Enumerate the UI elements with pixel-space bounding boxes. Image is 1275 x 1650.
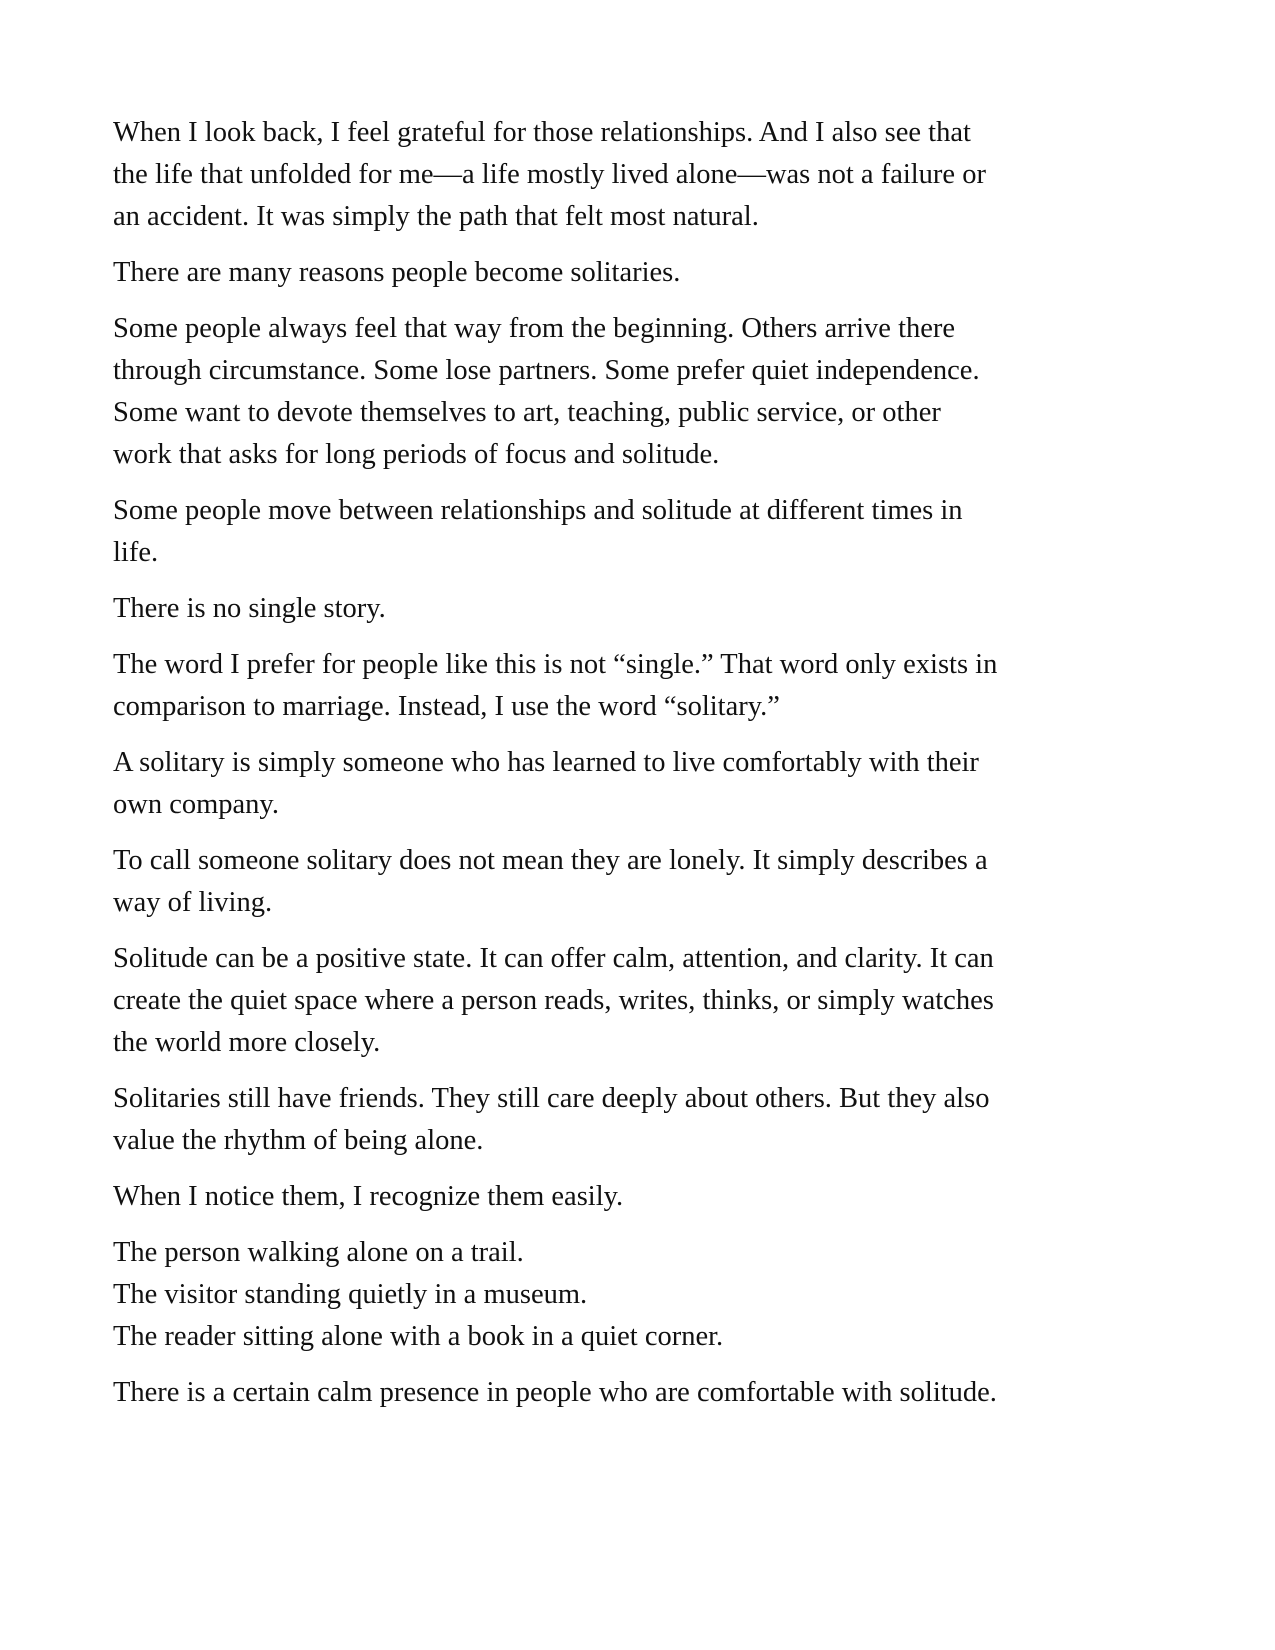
paragraph-still-have-friends bbox=[113, 1078, 1123, 1162]
text-line: There is no single story. bbox=[113, 593, 386, 624]
paragraph-solitary-definition bbox=[113, 742, 1123, 826]
text-line: The visitor standing quietly in a museum. bbox=[113, 1279, 588, 1310]
text-line: the world more closely. bbox=[113, 1027, 381, 1058]
paragraph-not-lonely bbox=[113, 840, 1123, 924]
text-line: value the rhythm of being alone. bbox=[113, 1125, 484, 1156]
text-line: way of living. bbox=[113, 887, 273, 918]
text-line: There are many reasons people become solitaries. bbox=[113, 257, 681, 288]
text-line: A solitary is simply someone who has learned to live comfortably with their bbox=[113, 747, 979, 778]
paragraph-positive-state bbox=[113, 938, 1123, 1064]
paragraph-examples bbox=[113, 1232, 1123, 1358]
text-line: To call someone solitary does not mean they are lonely. It simply describes a bbox=[113, 845, 988, 876]
text-line: Solitude can be a positive state. It can offer calm, attention, and clarity. It can bbox=[113, 943, 994, 974]
text-line: There is a certain calm presence in people who are comfortable with solitude. bbox=[113, 1377, 997, 1408]
paragraph-reasons bbox=[113, 252, 1123, 294]
paragraph-no-single-story bbox=[113, 588, 1123, 630]
text-line: through circumstance. Some lose partners. Some prefer quiet independence. bbox=[113, 355, 980, 386]
document-page bbox=[113, 112, 1123, 1428]
text-line: Some want to devote themselves to art, teaching, public service, or other bbox=[113, 397, 941, 428]
paragraph-gratitude bbox=[113, 112, 1123, 238]
text-line: own company. bbox=[113, 789, 279, 820]
text-line: create the quiet space where a person reads, writes, thinks, or simply watches bbox=[113, 985, 994, 1016]
text-line: the life that unfolded for me—a life mostly lived alone—was not a failure or bbox=[113, 159, 986, 190]
text-line: Solitaries still have friends. They still care deeply about others. But they also bbox=[113, 1083, 990, 1114]
paragraph-calm-presence bbox=[113, 1372, 1123, 1414]
text-line: The word I prefer for people like this is not “single.” That word only exists in bbox=[113, 649, 998, 680]
paragraph-recognize bbox=[113, 1176, 1123, 1218]
text-line: comparison to marriage. Instead, I use the word “solitary.” bbox=[113, 691, 780, 722]
paragraph-move-between bbox=[113, 490, 1123, 574]
text-line: The person walking alone on a trail. bbox=[113, 1237, 524, 1268]
text-line: When I notice them, I recognize them easily. bbox=[113, 1181, 624, 1212]
paragraph-some-people bbox=[113, 308, 1123, 476]
text-line: When I look back, I feel grateful for those relationships. And I also see that bbox=[113, 117, 971, 148]
text-line: work that asks for long periods of focus and solitude. bbox=[113, 439, 720, 470]
text-line: life. bbox=[113, 537, 159, 568]
text-line: Some people always feel that way from the beginning. Others arrive there bbox=[113, 313, 956, 344]
text-line: an accident. It was simply the path that felt most natural. bbox=[113, 201, 759, 232]
text-line: Some people move between relationships and solitude at different times in bbox=[113, 495, 963, 526]
text-line: The reader sitting alone with a book in a quiet corner. bbox=[113, 1321, 724, 1352]
paragraph-word-prefer bbox=[113, 644, 1123, 728]
